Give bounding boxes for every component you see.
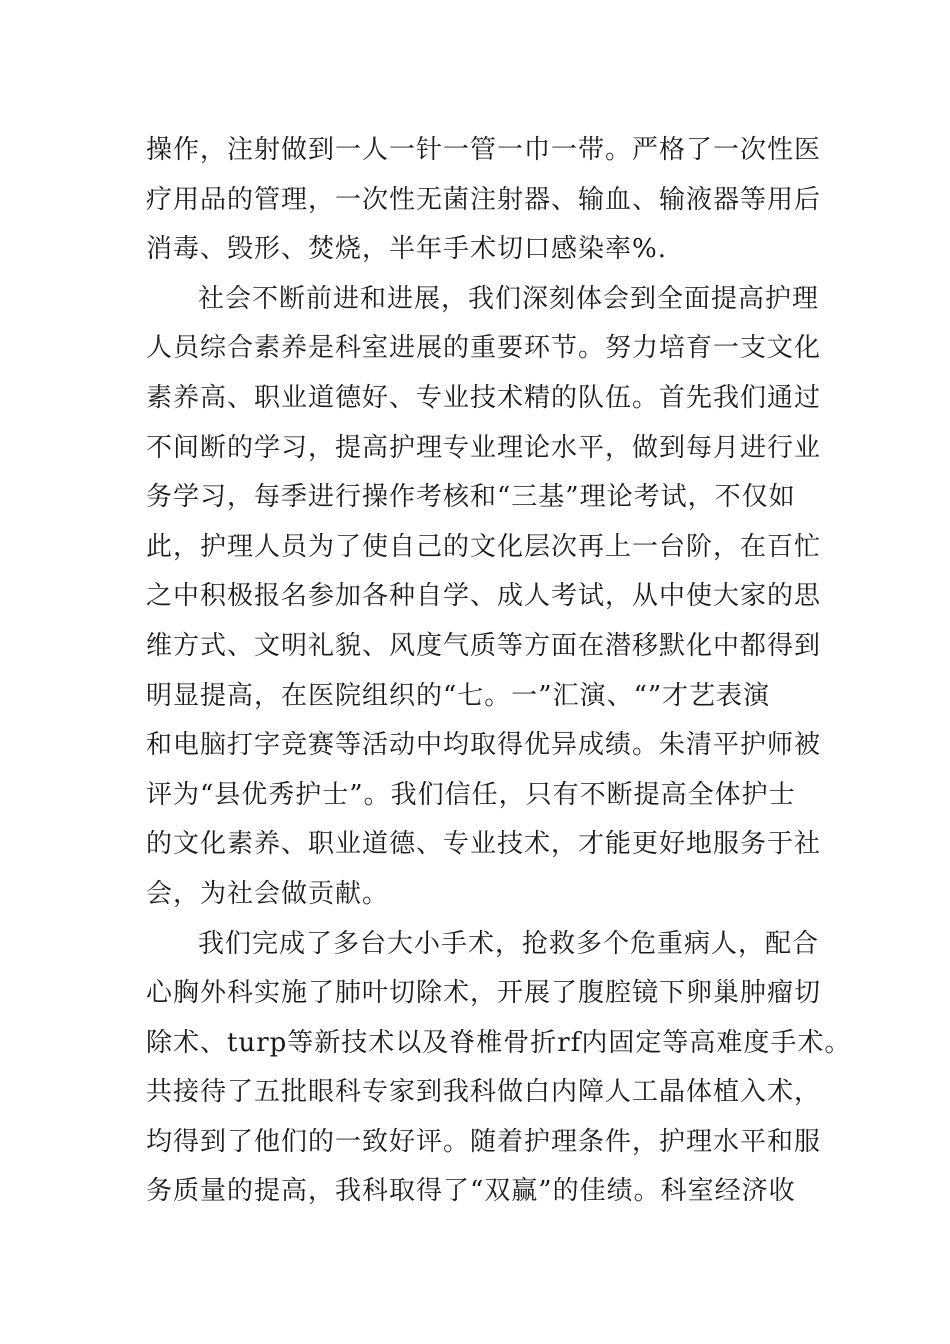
paragraph-start-line: 社会不断前进和进展，我们深刻体会到全面提高护理 [198, 283, 820, 314]
text-line: 疗用品的管理，一次性无菌注射器、输血、输液器等用后 [146, 184, 822, 215]
text-line: 此，护理人员为了使自己的文化层次再上一台阶，在百忙 [146, 531, 822, 562]
body-text [146, 126, 852, 1217]
text-line: 评为“县优秀护士”。我们信任，只有不断提高全体护士 [146, 779, 796, 810]
text-line: 不间断的学习，提高护理专业理论水平，做到每月进行业 [146, 432, 822, 463]
paragraph-start-line: 我们完成了多台大小手术，抢救多个危重病人，配合 [198, 928, 820, 959]
text-line: 均得到了他们的一致好评。随着护理条件，护理水平和服 [146, 1126, 822, 1157]
text-line: 人员综合素养是科室进展的重要环节。努力培育一支文化 [146, 333, 822, 364]
text-line: 会，为社会做贡献。 [146, 878, 390, 909]
text-line: 除术、turp等新技术以及脊椎骨折rf内固定等高难度手术。 [146, 1027, 852, 1058]
text-line: 共接待了五批眼科专家到我科做白内障人工晶体植入术， [146, 1077, 822, 1108]
text-line: 操作，注射做到一人一针一管一巾一带。严格了一次性医 [146, 135, 822, 165]
text-line: 心胸外科实施了肺叶切除术，开展了腹腔镜下卵巢肿瘤切 [146, 978, 822, 1009]
text-line: 务学习，每季进行操作考核和“三基”理论考试，不仅如 [146, 482, 796, 513]
text-line: 之中积极报名参加各种自学、成人考试，从中使大家的思 [146, 581, 822, 612]
text-line: 素养高、职业道德好、专业技术精的队伍。首先我们通过 [146, 382, 822, 413]
text-line: 维方式、文明礼貌、风度气质等方面在潜移默化中都得到 [146, 630, 822, 661]
text-line: 务质量的提高，我科取得了“双赢”的佳绩。科室经济收 [146, 1176, 796, 1207]
text-line: 消毒、毁形、焚烧，半年手术切口感染率%. [146, 234, 667, 265]
text-line: 的文化素养、职业道德、专业技术，才能更好地服务于社 [146, 829, 822, 860]
text-line: 明显提高，在医院组织的“七。一”汇演、“”才艺表演 [146, 680, 771, 711]
text-line: 和电脑打字竞赛等活动中均取得优异成绩。朱清平护师被 [146, 730, 822, 761]
